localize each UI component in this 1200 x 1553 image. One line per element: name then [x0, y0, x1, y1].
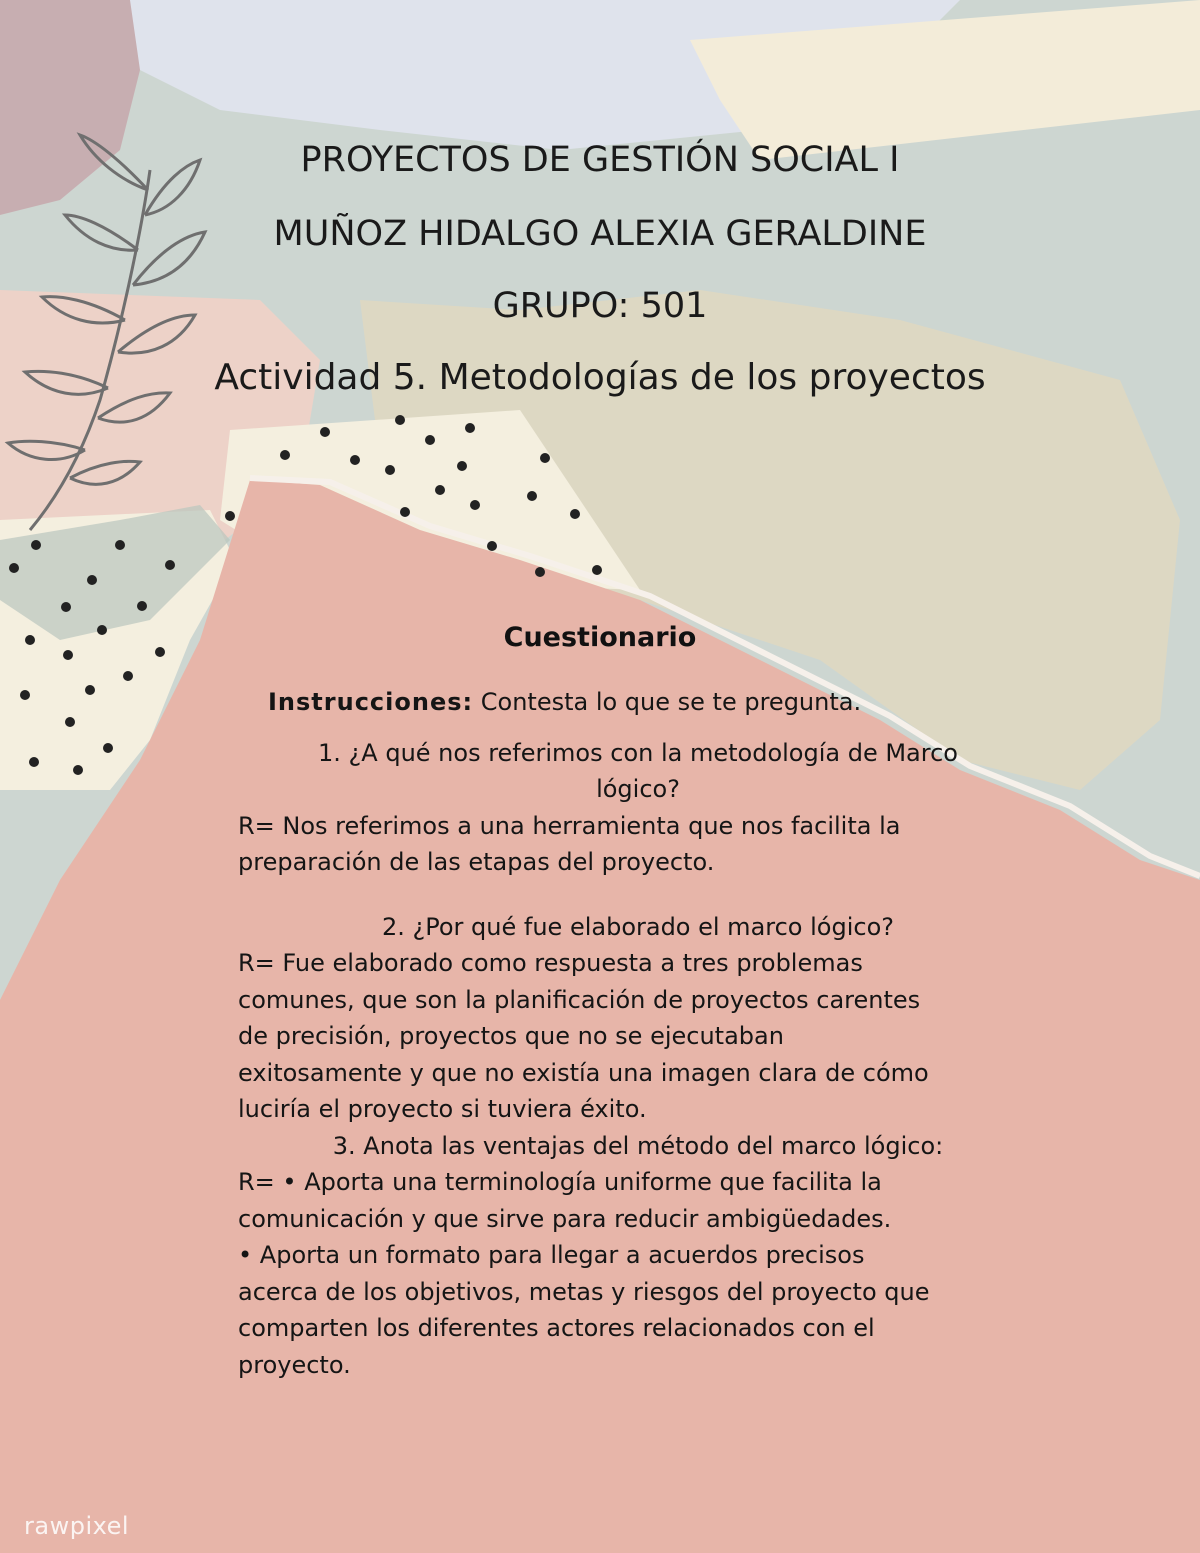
answer-3-line: proyecto. — [238, 1350, 351, 1379]
watermark-logo: rawpixel — [24, 1512, 130, 1540]
answer-3-line: • Aporta un formato para llegar a acuerdos precisos — [238, 1241, 865, 1269]
question-1-line-2: lógico? — [596, 775, 680, 803]
activity-title: Actividad 5. Metodologías de los proyectos — [214, 357, 986, 398]
question-2: 2. ¿Por qué fue elaborado el marco lógico? — [381, 912, 894, 941]
question-3: 3. Anota las ventajas del método del marco lógico: — [332, 1131, 944, 1160]
instructions — [238, 684, 1038, 721]
answer-2-line: luciría el proyecto si tuviera éxito. — [238, 1095, 647, 1123]
answer-1-line: R= Nos referimos a una herramienta que nos facilita la — [238, 811, 901, 840]
question-1-line-1: 1. ¿A qué nos referimos con la metodología de Marco — [318, 738, 958, 767]
answer-2-line: de precisión, proyectos que no se ejecutaban — [238, 1022, 784, 1050]
answer-3-line: R= • Aporta una terminología uniforme que facilita la — [238, 1168, 882, 1196]
answer-2-line: exitosamente y que no existía una imagen clara de cómo — [238, 1058, 929, 1087]
answer-2-line: R= Fue elaborado como respuesta a tres problemas — [238, 949, 863, 977]
group-label: GRUPO: 501 — [492, 286, 708, 326]
instructions-label: Instrucciones: — [268, 688, 474, 716]
student-name: MUÑOZ HIDALGO ALEXIA GERALDINE — [273, 214, 927, 254]
quiz-title: Cuestionario — [503, 622, 697, 653]
answer-3-line: comparten los diferentes actores relacionados con el — [238, 1314, 875, 1342]
answer-1-line: preparación de las etapas del proyecto. — [238, 848, 715, 876]
instructions-text: Contesta lo que se te pregunta. — [480, 688, 862, 716]
quiz-body — [238, 684, 1038, 1383]
answer-3-line: acerca de los objetivos, metas y riesgos del proyecto que — [238, 1277, 930, 1306]
answer-2-line: comunes, que son la planificación de proyectos carentes — [238, 985, 921, 1014]
answer-3-line: comunicación y que sirve para reducir ambigüedades. — [238, 1204, 892, 1233]
course-title: PROYECTOS DE GESTIÓN SOCIAL I — [300, 140, 900, 180]
